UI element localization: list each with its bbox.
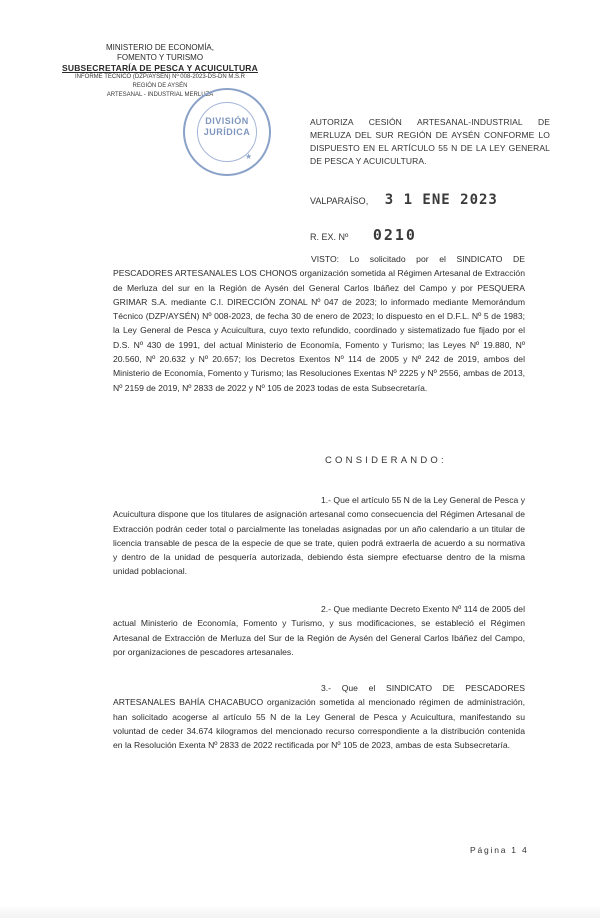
considerando-item-1 xyxy=(113,493,525,579)
stamp-text xyxy=(185,116,269,138)
date-stamp: 3 1 ENE 2023 xyxy=(384,192,498,208)
ministry-line-2: FOMENTO Y TURISMO xyxy=(116,53,204,62)
resolution-title: AUTORIZA CESIÓN ARTESANAL-INDUSTRIAL DE MERLUZA DEL SUR REGIÓN DE AYSÉN CONFORME LO DISPUESTO EN EL ARTÍCULO 55 N DE LA LEY GENERAL DE PESCA Y ACUICULTURA. xyxy=(310,117,550,166)
subsecretaria-name: SUBSECRETARÍA DE PESCA Y ACUICULTURA xyxy=(62,63,258,73)
considerando-heading: CONSIDERANDO: xyxy=(325,455,447,466)
stamp-star-icon: ★ xyxy=(245,152,253,161)
stamp-line-1: DIVISIÓN xyxy=(205,116,249,126)
reference-line-2: REGIÓN DE AYSÉN xyxy=(132,83,188,89)
item-text: Que mediante Decreto Exento Nº 114 de 2005 del actual Ministerio de Economía, Fomento y Turismo, y sus modificaciones, se estableció el Régimen Artesanal de Extracción de Merluza del Sur de la Región de Aysén del General Carlos Ibáñez del Campo, por organizaciones de pescadores artesanales. xyxy=(113,604,525,657)
item-number: 1.- xyxy=(321,495,332,505)
page-total: 4 xyxy=(521,845,529,855)
item-text: Que el artículo 55 N de la Ley General de Pesca y Acuicultura dispone que los titulares de asignación artesanal como consecuencia del Régimen Artesanal de Extracción podrán ceder total o parcialmente las toneladas asignadas por un año calendario a un titular de licencia transable de pesca de la especie de que se trate, quien podrá extraerla de acuerdo a su normativa y dentro de la unidad de pesquería autorizada, debiendo ésta siempre efectuarse dentro de la misma unidad poblacional. xyxy=(113,495,525,577)
date-label: VALPARAÍSO, xyxy=(310,196,369,206)
resolution-number: 0210 xyxy=(372,226,417,244)
page-footer xyxy=(470,845,529,855)
item-number: 3.- xyxy=(321,683,332,693)
page-number: 1 xyxy=(511,845,518,855)
visto-text: Lo solicitado por el SINDICATO DE PESCADORES ARTESANALES LOS CHONOS organización sometida al Régimen Artesanal de Extracción de Merluza del sur en la Región de Aysén del General Carlos Ibáñez del Campo y por PESQUERA GRIMAR S.A. mediante C.I. DIRECCIÓN ZONAL Nº 047 de 2023; lo informado mediante Memorándum Técnico (DZP/AYSÉN) Nº 008-2023, de fecha 30 de enero de 2023; lo dispuesto en el D.F.L. Nº 5 de 1983; la Ley General de Pesca y Acuicultura, cuyo texto refundido, coordinado y sistematizado fue fijado por el D.S. Nº 430 de 1991, del actual Ministerio de Economía, Fomento y Turismo; las Leyes Nº 19.880, Nº 20.560, Nº 20.632 y Nº 20.657; los Decretos Exentos Nº 114 de 2005 y Nº 242 de 2019, ambos del Ministerio de Economía, Fomento y Turismo; las Resoluciones Exentas Nº 2225 y Nº 2556, ambas de 2013, Nº 2159 de 2019, Nº 2833 de 2022 y Nº 105 de 2023 todas de esta Subsecretaría. xyxy=(113,254,525,393)
considerando-item-2 xyxy=(113,602,525,659)
reference-line-3: ARTESANAL - INDUSTRIAL MERLUZA xyxy=(106,92,214,98)
scan-bottom-edge xyxy=(0,905,600,918)
stamp-line-2: JURÍDICA xyxy=(203,127,251,137)
considerando-item-3 xyxy=(113,681,525,752)
page-label: Página xyxy=(470,845,508,855)
resolution-number-row xyxy=(310,226,417,244)
item-text: Que el SINDICATO DE PESCADORES ARTESANALES BAHÍA CHACABUCO organización sometida al mencionado régimen de administración, han solicitado acogerse al artículo 55 N de la Ley General de Pesca y Acuicultura, manifestando su voluntad de ceder 34.674 kilogramos del mencionado recurso correspondiente a la distribución contenida en la Resolución Exenta Nº 2833 de 2022 rectificada por Nº 105 de 2023, ambas de esta Subsecretaría. xyxy=(113,683,525,751)
resolution-label: R. EX. Nº xyxy=(310,232,349,242)
date-row xyxy=(310,192,498,208)
division-juridica-stamp xyxy=(183,88,271,176)
reference-line-1: INFORME TÉCNICO (DZP/AYSÉN) Nº 008-2023-DS-DN M.S.R xyxy=(75,74,245,80)
visto-paragraph xyxy=(113,252,525,395)
item-number: 2.- xyxy=(321,604,332,614)
visto-label: VISTO: xyxy=(311,254,340,264)
ministry-line-1: MINISTERIO DE ECONOMÍA, xyxy=(105,43,214,52)
